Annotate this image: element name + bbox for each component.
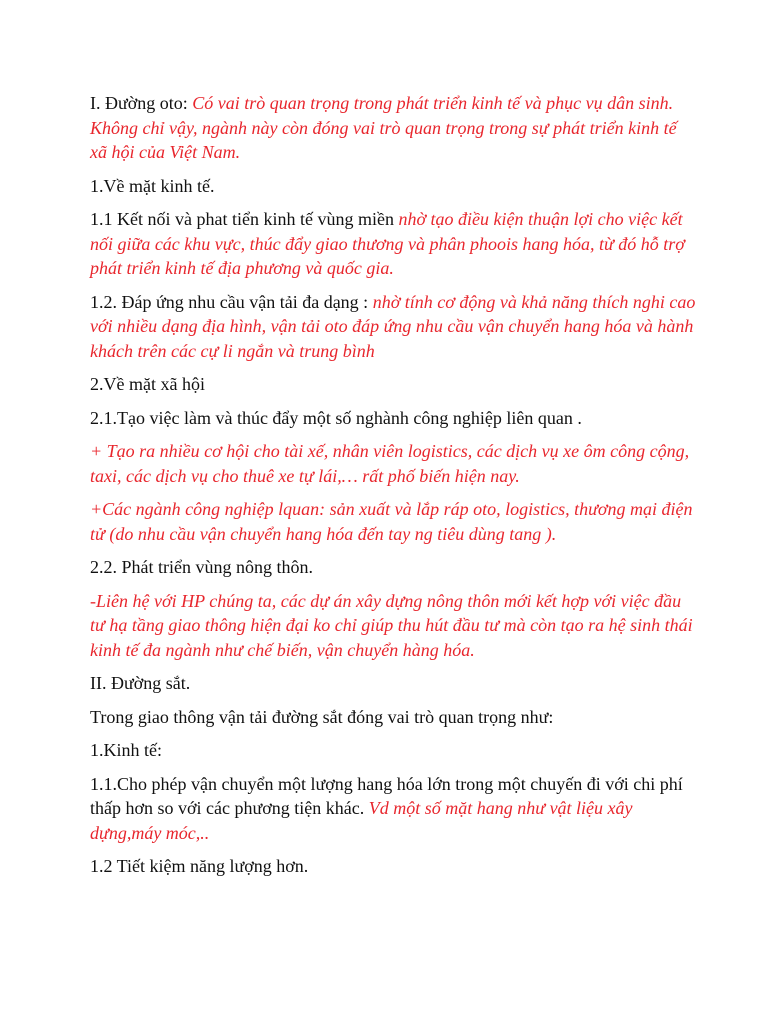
paragraph-note: nhờ tạo điều kiện thuận lợi cho việc kết nối giữa các khu vực, thúc đẩy giao thương và phân phoois hang hóa, từ đó hỗ trợ phát triển kinh tế địa phương và quốc gia. bbox=[90, 209, 685, 278]
paragraph-note: + Tạo ra nhiều cơ hội cho tài xế, nhân viên logistics, các dịch vụ xe ôm công cộng, taxi, các dịch vụ cho thuê xe tự lái,… rất phố biến hiện nay. bbox=[90, 441, 690, 486]
paragraph bbox=[90, 372, 698, 397]
paragraph bbox=[90, 705, 698, 730]
paragraph-text: II. Đường sắt. bbox=[90, 673, 191, 693]
paragraph bbox=[90, 854, 698, 879]
paragraph-text: 1.Kinh tế: bbox=[90, 740, 162, 760]
paragraph-text: 2.Về mặt xã hội bbox=[90, 374, 205, 394]
paragraph bbox=[90, 772, 698, 846]
paragraph-text: 1.1 Kết nối và phat tiển kinh tế vùng miền bbox=[90, 209, 399, 229]
paragraph-text: 2.2. Phát triển vùng nông thôn. bbox=[90, 557, 313, 577]
paragraph bbox=[90, 91, 698, 165]
paragraph-text: 1.1.Cho phép vận chuyển một lượng hang hóa lớn trong một chuyến đi với chi phí thấp hơn so với các phương tiện khác. bbox=[90, 773, 683, 818]
paragraph-note: Vd một số mặt hang như vật liệu xây dựng,máy móc,.. bbox=[90, 798, 633, 843]
paragraph-text: 1.Về mặt kinh tế. bbox=[90, 175, 215, 196]
paragraph bbox=[90, 406, 698, 431]
paragraph-text: 1.2 Tiết kiệm năng lượng hơn. bbox=[90, 856, 309, 876]
paragraph bbox=[90, 439, 698, 488]
paragraph bbox=[90, 497, 698, 546]
paragraph bbox=[90, 290, 698, 364]
paragraph-note: Có vai trò quan trọng trong phát triển kinh tế và phục vụ dân sinh. Không chỉ vậy, ngành này còn đóng vai trò quan trọng trong sự phát triển kinh tế xã hội của Việt Nam. bbox=[90, 93, 677, 162]
paragraph bbox=[90, 671, 698, 696]
paragraph-note: +Các ngành công nghiệp lquan: sản xuất và lắp ráp oto, logistics, thương mại điện tử (do nhu cầu vận chuyển hang hóa đến tay ng tiêu dùng tang ). bbox=[90, 499, 693, 544]
paragraph bbox=[90, 589, 698, 663]
paragraph bbox=[90, 738, 698, 763]
paragraph-text: 2.1.Tạo việc làm và thúc đẩy một số nghành công nghiệp liên quan . bbox=[90, 407, 582, 428]
paragraph bbox=[90, 555, 698, 580]
paragraph-note: nhờ tính cơ động và khả năng thích nghi cao với nhiều dạng địa hình, vận tải oto đáp ứng nhu cầu vận chuyển hang hóa và hành khách trên các cự li ngắn và trung bình bbox=[90, 291, 696, 361]
paragraph-text: Trong giao thông vận tải đường sắt đóng vai trò quan trọng như: bbox=[90, 706, 554, 727]
paragraph-text: I. Đường oto: bbox=[90, 93, 193, 113]
paragraph-text: 1.2. Đáp ứng nhu cầu vận tải đa dạng : bbox=[90, 291, 373, 312]
paragraph bbox=[90, 207, 698, 281]
paragraph bbox=[90, 174, 698, 199]
paragraph-note: -Liên hệ với HP chúng ta, các dự án xây dựng nông thôn mới kết hợp với việc đầu tư hạ tầng giao thông hiện đại ko chỉ giúp thu hút đầu tư mà còn tạo ra hệ sinh thái kinh tế đa ngành như chế biến, vận chuyển hàng hóa. bbox=[90, 590, 693, 660]
